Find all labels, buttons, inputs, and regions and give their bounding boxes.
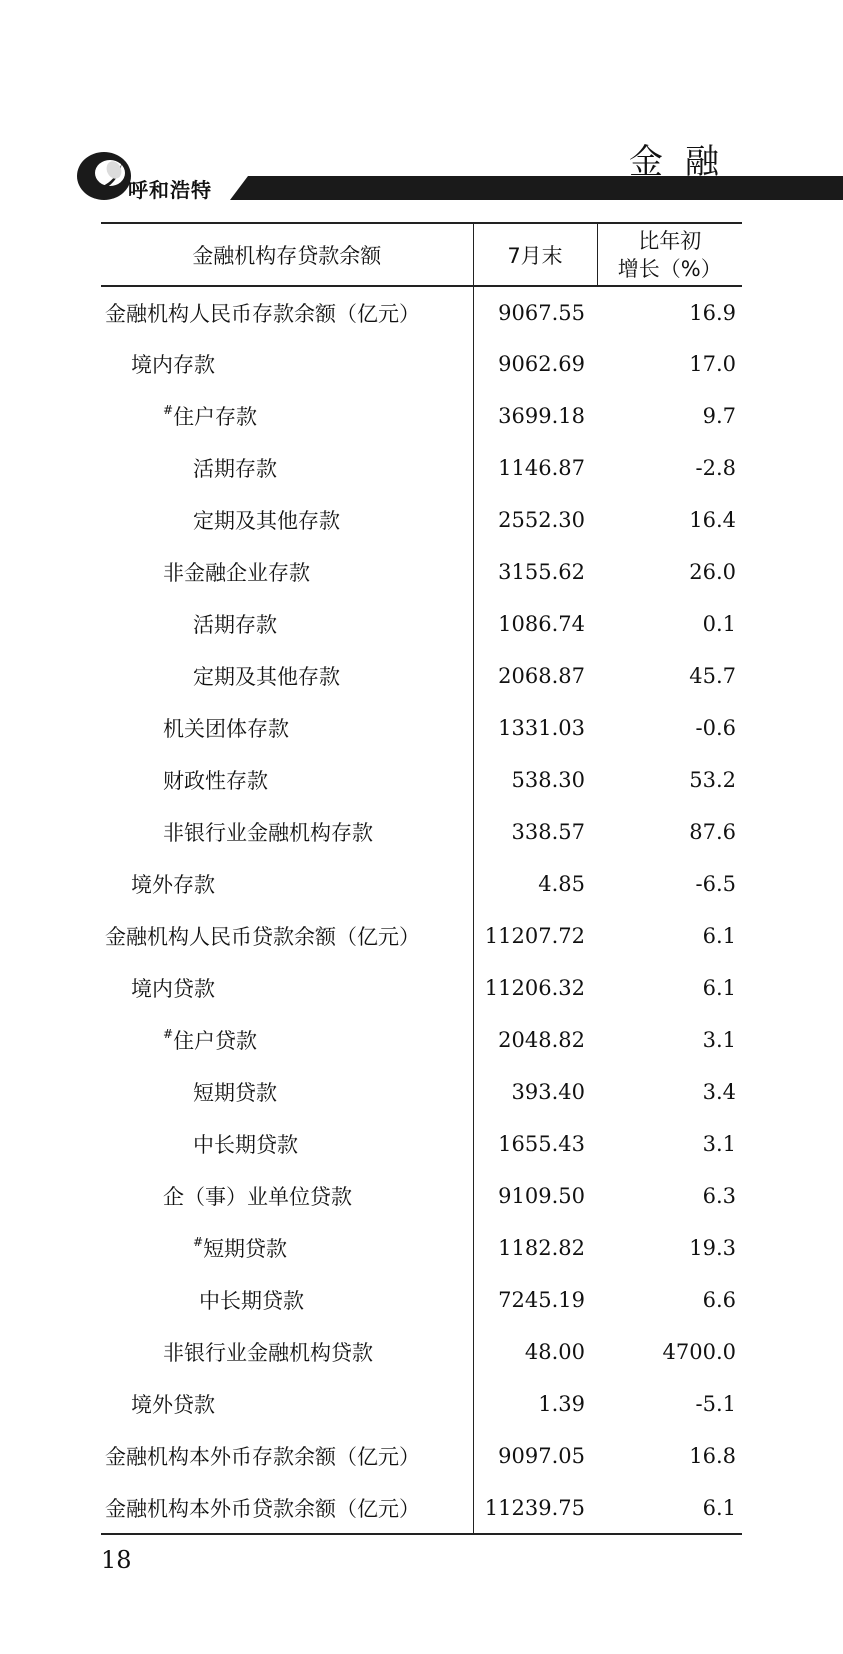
row-label-text: 非银行业金融机构存款 — [163, 821, 373, 845]
row-label-text: 活期存款 — [193, 457, 277, 481]
row-value: 9109.50 — [498, 1184, 585, 1208]
row-growth: 16.8 — [689, 1444, 736, 1468]
table-row — [101, 338, 742, 390]
row-label-text: 住户存款 — [173, 405, 258, 429]
row-label — [101, 1482, 473, 1534]
table-row — [101, 286, 742, 338]
row-growth: 26.0 — [689, 560, 736, 584]
table-row — [101, 1170, 742, 1222]
row-growth: -2.8 — [695, 456, 736, 480]
row-value: 11206.32 — [484, 976, 585, 1000]
page-header — [0, 120, 843, 210]
row-growth: 19.3 — [689, 1236, 736, 1260]
row-growth: 3.4 — [702, 1080, 736, 1104]
row-label-text: 境内存款 — [131, 353, 215, 377]
row-growth: 45.7 — [689, 664, 736, 688]
row-label — [101, 1274, 473, 1326]
row-value: 11207.72 — [484, 924, 585, 948]
row-label — [101, 1170, 473, 1222]
row-label — [101, 754, 473, 806]
row-growth: 6.3 — [702, 1184, 736, 1208]
row-label — [101, 1430, 473, 1482]
row-label-text: 企（事）业单位贷款 — [163, 1185, 352, 1209]
row-label — [101, 286, 473, 338]
row-growth: 3.1 — [702, 1028, 736, 1052]
deposit-loan-table — [101, 222, 742, 1535]
row-label — [101, 1378, 473, 1430]
table-row — [101, 910, 742, 962]
table-row — [101, 1482, 742, 1534]
row-label-text: 境内贷款 — [131, 977, 215, 1001]
table-body — [101, 286, 742, 1534]
table-row — [101, 442, 742, 494]
row-growth: 87.6 — [689, 820, 736, 844]
row-label-text: 非金融企业存款 — [163, 561, 310, 585]
row-mark: # — [163, 403, 174, 417]
row-label — [101, 910, 473, 962]
row-growth: 0.1 — [702, 612, 736, 636]
table-row — [101, 650, 742, 702]
row-value: 1182.82 — [498, 1236, 585, 1260]
table-row — [101, 702, 742, 754]
row-label — [101, 1326, 473, 1378]
row-label — [101, 494, 473, 546]
table-row — [101, 390, 742, 442]
table-row — [101, 494, 742, 546]
header-growth — [597, 223, 742, 286]
row-label-text: 短期贷款 — [193, 1081, 277, 1105]
row-label — [101, 1118, 473, 1170]
row-growth: 9.7 — [702, 404, 736, 428]
row-label — [101, 962, 473, 1014]
table-row — [101, 1274, 742, 1326]
row-mark: # — [193, 1235, 204, 1249]
row-growth: 6.6 — [702, 1288, 736, 1312]
row-label-text: 金融机构本外币贷款余额（亿元） — [105, 1496, 420, 1521]
row-value: 1086.74 — [498, 612, 585, 636]
row-value: 1146.87 — [498, 456, 585, 480]
row-label-text: 中长期贷款 — [199, 1289, 304, 1313]
row-label-text: 短期贷款 — [203, 1237, 288, 1261]
row-value: 9097.05 — [498, 1444, 585, 1468]
row-label — [101, 442, 473, 494]
row-growth: 4700.0 — [662, 1340, 736, 1364]
row-label — [101, 338, 473, 390]
header-growth-line2: 增长（%） — [617, 256, 722, 281]
row-label-text: 住户贷款 — [173, 1029, 258, 1053]
row-value: 1655.43 — [498, 1132, 585, 1156]
row-value: 3155.62 — [498, 560, 585, 584]
table-row — [101, 1378, 742, 1430]
header-month: 7月末 — [473, 223, 597, 286]
row-growth: -5.1 — [695, 1392, 736, 1416]
row-label-text: 活期存款 — [193, 613, 277, 637]
row-growth: 53.2 — [689, 768, 736, 792]
row-label-text: 金融机构人民币存款余额（亿元） — [105, 301, 420, 326]
row-value: 7245.19 — [498, 1288, 585, 1312]
header-item: 金融机构存贷款余额 — [101, 223, 473, 286]
table-row — [101, 754, 742, 806]
row-label-text: 金融机构人民币贷款余额（亿元） — [105, 925, 420, 949]
row-growth: -6.5 — [695, 872, 736, 896]
row-growth: 16.4 — [689, 508, 736, 532]
row-growth: 6.1 — [702, 924, 736, 948]
row-label-text: 财政性存款 — [163, 769, 268, 793]
row-label — [101, 806, 473, 858]
row-value: 338.57 — [511, 820, 585, 844]
row-label-text: 中长期贷款 — [193, 1133, 298, 1157]
row-value: 1.39 — [538, 1392, 585, 1416]
row-value: 393.40 — [511, 1080, 585, 1104]
row-value: 48.00 — [524, 1340, 585, 1364]
row-growth: 6.1 — [702, 1495, 736, 1520]
row-label-text: 定期及其他存款 — [193, 509, 340, 533]
row-label-text: 定期及其他存款 — [193, 665, 340, 689]
header-bar — [230, 176, 843, 200]
table-row — [101, 858, 742, 910]
row-growth: 6.1 — [702, 976, 736, 1000]
row-value: 538.30 — [511, 768, 585, 792]
city-name: 呼和浩特 — [128, 178, 212, 202]
row-value: 11239.75 — [484, 1495, 585, 1520]
row-label — [101, 1014, 473, 1066]
table-row — [101, 1066, 742, 1118]
row-label — [101, 702, 473, 754]
row-label — [101, 598, 473, 650]
row-growth: 3.1 — [702, 1132, 736, 1156]
table-row — [101, 598, 742, 650]
table-row — [101, 1222, 742, 1274]
row-value: 2552.30 — [498, 508, 585, 532]
row-label — [101, 546, 473, 598]
row-label — [101, 1066, 473, 1118]
row-mark: # — [163, 1027, 174, 1041]
table-row — [101, 962, 742, 1014]
row-label — [101, 650, 473, 702]
table-header — [101, 223, 742, 286]
table-row — [101, 546, 742, 598]
row-label-text: 金融机构本外币存款余额（亿元） — [105, 1445, 420, 1469]
row-label-text: 非银行业金融机构贷款 — [163, 1341, 373, 1365]
table-row — [101, 1014, 742, 1066]
row-label-text: 境外贷款 — [131, 1393, 215, 1417]
section-title: 金融 — [629, 142, 741, 182]
row-value: 2048.82 — [498, 1028, 585, 1052]
row-label-text: 境外存款 — [131, 873, 215, 897]
table-row — [101, 1326, 742, 1378]
row-label — [101, 1222, 473, 1274]
table-row — [101, 1118, 742, 1170]
row-label — [101, 858, 473, 910]
row-growth: -0.6 — [695, 716, 736, 740]
row-label — [101, 390, 473, 442]
table-row — [101, 1430, 742, 1482]
row-label-text: 机关团体存款 — [163, 717, 289, 741]
row-value: 2068.87 — [498, 664, 585, 688]
table-row — [101, 806, 742, 858]
row-value: 3699.18 — [498, 404, 585, 428]
row-value: 1331.03 — [498, 716, 585, 740]
row-growth: 17.0 — [689, 352, 736, 376]
row-growth: 16.9 — [689, 300, 736, 325]
row-value: 9062.69 — [498, 352, 585, 376]
page-number: 18 — [101, 1546, 132, 1574]
row-value: 9067.55 — [498, 300, 585, 325]
header-growth-line1: 比年初 — [638, 228, 702, 253]
row-value: 4.85 — [538, 872, 585, 896]
